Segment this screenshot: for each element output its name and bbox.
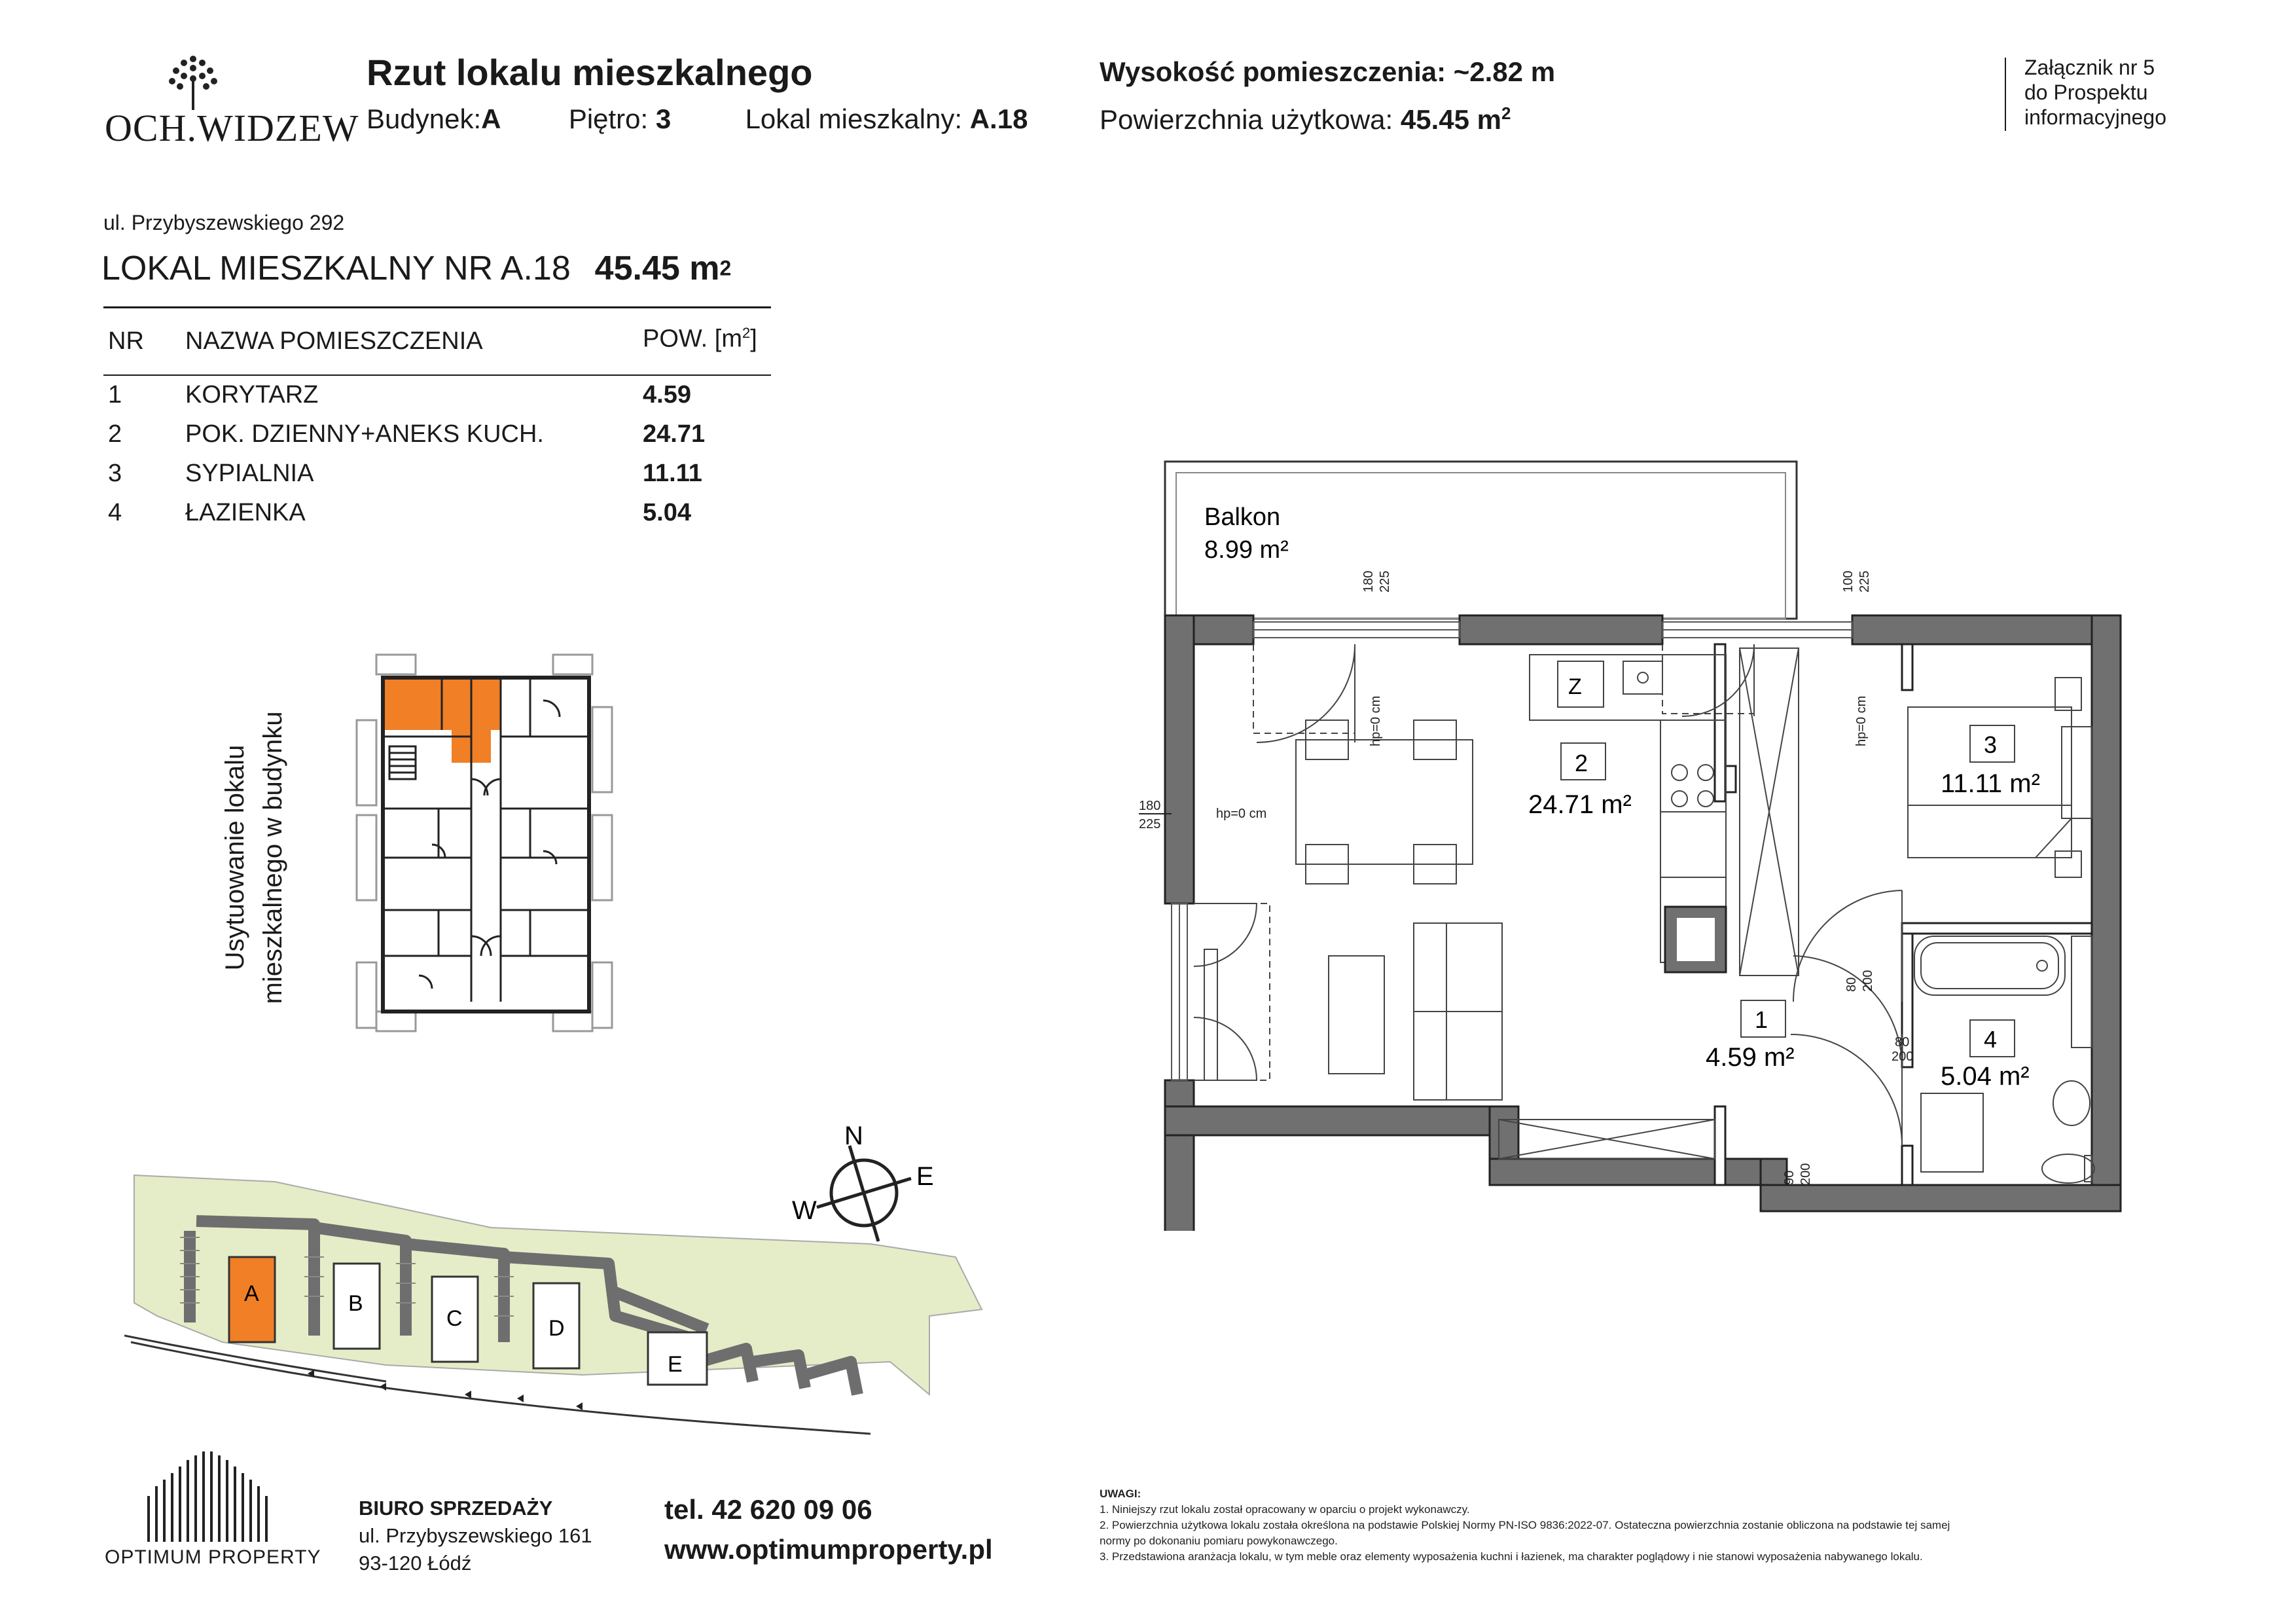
logo [98,52,359,157]
window-1-width: 180 [1361,570,1376,593]
attachment-line-1: Załącznik nr 5 [2024,56,2155,79]
budynek-value: A [481,103,501,134]
row-area: 5.04 [643,499,691,526]
website-link[interactable]: www.optimumproperty.pl [664,1534,993,1565]
window-3-width: 180 [1139,799,1161,813]
page-title: Rzut lokalu mieszkalnego [367,52,813,93]
lokal-value: A.18 [969,103,1028,134]
hp-label-1: hp=0 cm [1369,695,1383,746]
fridge-label: Z [1568,674,1582,699]
attachment-note [2024,55,2166,130]
table-rule-top [103,306,771,308]
door-1-width: 80 [1844,977,1859,992]
attachment-divider [2005,58,2006,131]
col-nr: NR [108,327,144,355]
col-area [643,325,757,354]
attachment-line-2: do Prospektu [2024,81,2148,104]
table-row [108,381,762,420]
address: ul. Przybyszewskiego 292 [103,211,345,234]
row-nr: 3 [108,460,122,487]
room-3-label [1941,725,2040,798]
notes [1100,1486,1950,1565]
site-building-d-label: D [548,1316,565,1341]
room-2-label [1528,743,1632,819]
room-4-area: 5.04 m² [1941,1062,2030,1091]
attachment-line-3: informacyjnego [2024,105,2166,129]
compass-e: E [916,1162,934,1191]
usable-area-row [1100,103,1511,136]
site-building-d [533,1283,579,1368]
door-1-height: 200 [1861,970,1875,992]
office-city: 93-120 Łódź [359,1552,472,1575]
window-1-height: 225 [1378,570,1392,593]
row-nr: 4 [108,499,122,526]
row-area: 11.11 [643,460,702,487]
office-title: BIURO SPRZEDAŻY [359,1497,553,1520]
window-2-height: 225 [1857,570,1872,593]
site-plan [124,1165,1001,1447]
site-building-b [334,1264,380,1349]
col-name: NAZWA POMIESZCZENIA [185,327,483,355]
usable-area-value: 45.45 m [1400,104,1501,135]
pietro-label: Piętro: [568,103,649,134]
room-1-area: 4.59 m² [1706,1043,1795,1072]
unit-title-row [101,249,731,288]
room-2-nr: 2 [1575,750,1588,776]
room-1-nr: 1 [1755,1006,1768,1033]
window-3-height: 225 [1139,817,1161,831]
row-nr: 2 [108,420,122,448]
header-building-row [367,103,1028,135]
row-area: 4.59 [643,381,691,409]
lokal-label: Lokal mieszkalny: [745,103,963,134]
note-line: 2. Powierzchnia użytkowa lokalu została określona na podstawie Polskiej Normy PN-ISO 9836:2022-07. Ostateczna powierzchnia zostanie obliczona na podstawie tej samej [1100,1519,1950,1531]
site-building-c [432,1277,478,1362]
note-line: 1. Niniejszy rzut lokalu został opracowany w oparciu o projekt wykonawczy. [1100,1503,1470,1516]
room-4-nr: 4 [1984,1026,1998,1053]
unit-area: 45.45 m [594,249,720,287]
logo-name: OCH.WIDZEW [105,107,359,149]
company-name: OPTIMUM PROPERTY [105,1546,321,1568]
room-height: Wysokość pomieszczenia: ~2.82 m [1100,56,1556,87]
site-building-e [648,1332,707,1385]
table-row [108,460,762,499]
location-label [216,681,308,1034]
door-3-height: 200 [1799,1163,1813,1185]
compass-n: N [844,1122,863,1150]
balcony-label: Balkon [1204,503,1281,531]
note-line: normy po dokonaniu pomiaru powykonawczego. [1100,1535,1338,1547]
row-nr: 1 [108,381,122,409]
site-building-c-label: C [446,1306,463,1331]
floor-plan [1139,452,2147,1231]
note-line: 3. Przedstawiona aranżacja lokalu, w tym meble oraz elementy wyposażenia kuchni i łazienek, ma charakter poglądowy i nie stanowi wyposażenia nabywanego lokalu. [1100,1550,1923,1563]
room-4-label [1941,1020,2030,1091]
location-label-line-2: mieszkalnego w budynku [259,711,287,1004]
room-3-area: 11.11 m² [1941,769,2040,798]
door-2-height: 200 [1892,1049,1914,1064]
hp-label-3: hp=0 cm [1216,807,1267,821]
row-name: POK. DZIENNY+ANEKS KUCH. [185,420,544,448]
pietro-value: 3 [655,103,672,134]
table-row [108,499,762,538]
office-street: ul. Przybyszewskiego 161 [359,1524,592,1547]
door-3-width: 90 [1782,1170,1797,1185]
usable-area-label: Powierzchnia użytkowa: [1100,104,1393,135]
door-2-width: 80 [1895,1035,1910,1049]
site-building-e-label: E [668,1352,683,1377]
unit-title: LOKAL MIESZKALNY NR A.18 [101,249,571,287]
col-area-end: ] [750,325,757,353]
col-area-sup: 2 [742,325,751,341]
hp-label-2: hp=0 cm [1854,695,1869,746]
optimum-property-logo-icon [141,1450,291,1542]
compass-w: W [792,1196,817,1225]
row-name: SYPIALNIA [185,460,314,487]
row-name: KORYTARZ [185,381,319,409]
room-2-area: 24.71 m² [1528,790,1632,819]
notes-title: UWAGI: [1100,1487,1141,1500]
site-building-a [229,1257,275,1342]
building-key-plan [353,648,641,1041]
room-1-label [1706,1000,1795,1072]
location-label-line-1: Usytuowanie lokalu [221,744,249,971]
phone-link[interactable]: tel. 42 620 09 06 [664,1494,872,1525]
budynek-label: Budynek: [367,103,482,134]
row-name: ŁAZIENKA [185,499,306,526]
table-row [108,420,762,460]
window-2-width: 100 [1841,570,1856,593]
balcony-area: 8.99 m² [1204,536,1289,564]
sales-office [359,1495,592,1577]
tree-icon [160,52,226,111]
site-building-b-label: B [348,1291,363,1316]
col-area-label: POW. [m [643,325,742,353]
row-area: 24.71 [643,420,706,448]
usable-area-sup: 2 [1501,103,1511,123]
site-building-a-label: A [244,1281,259,1306]
table-rule-mid [103,374,771,376]
unit-area-sup: 2 [719,256,732,280]
room-3-nr: 3 [1984,731,1998,758]
